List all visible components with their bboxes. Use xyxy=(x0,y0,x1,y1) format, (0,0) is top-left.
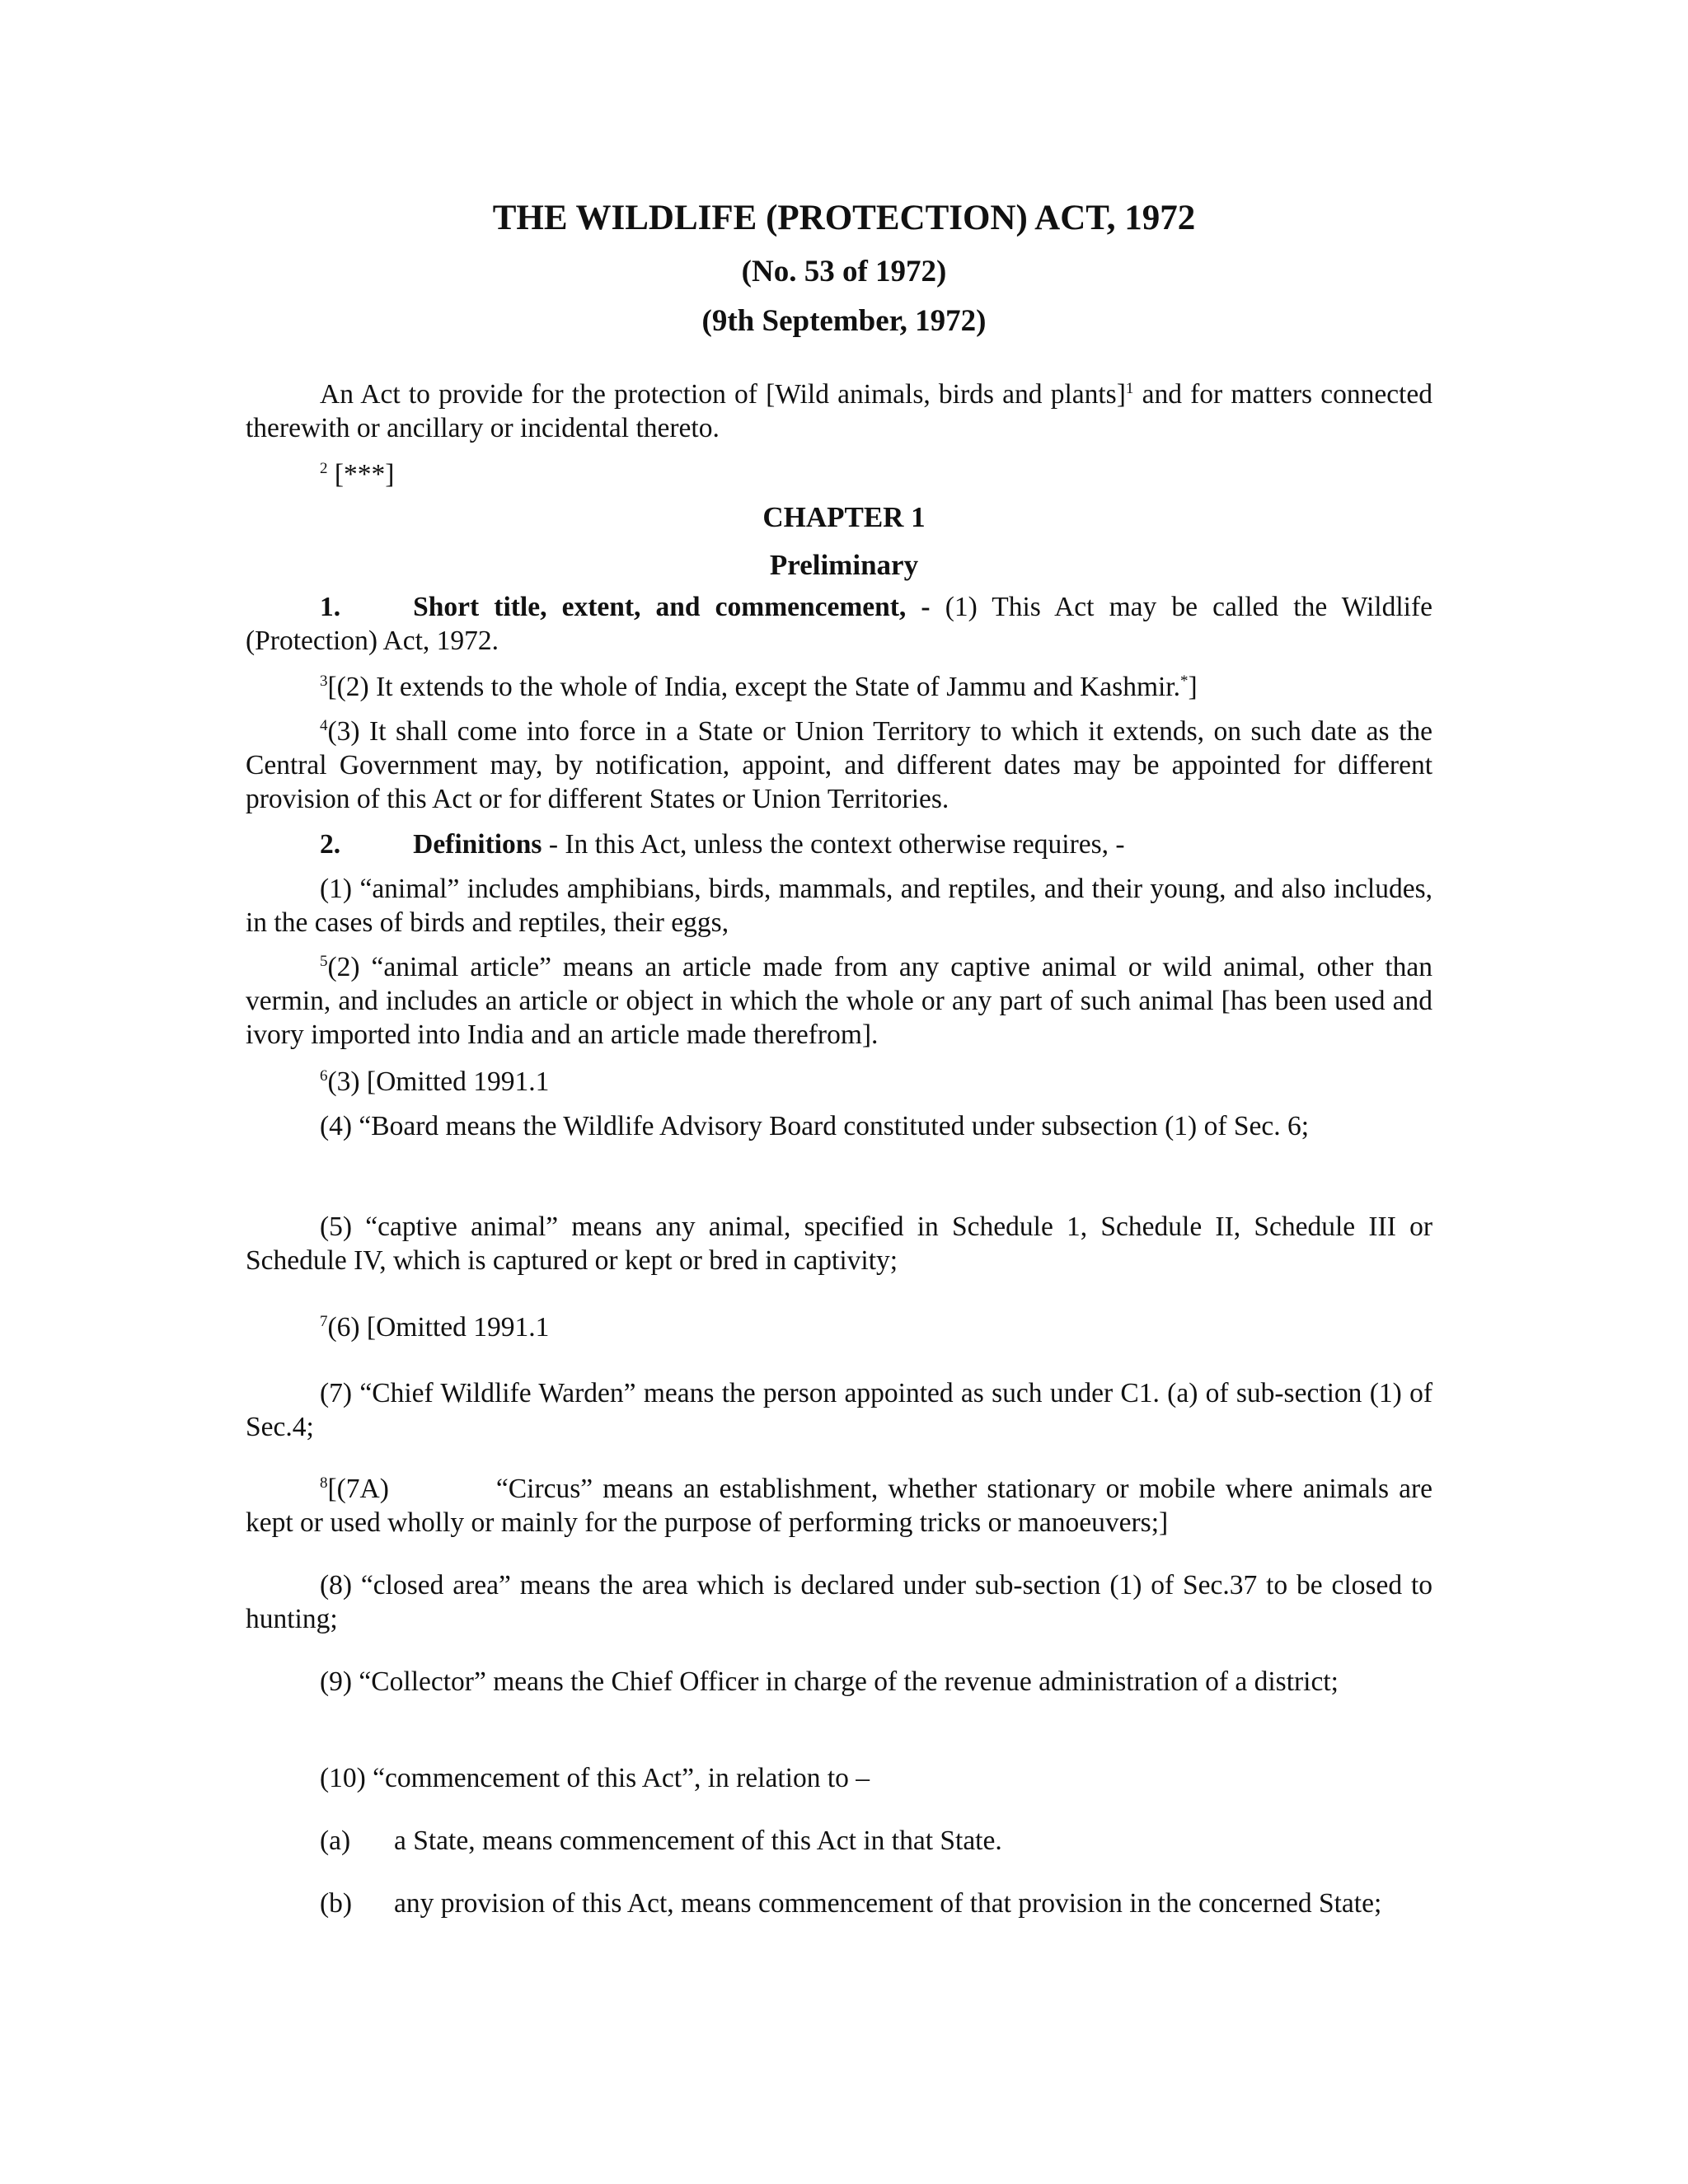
act-number: (No. 53 of 1972) xyxy=(741,255,947,288)
act-date: (9th September, 1972) xyxy=(701,304,987,338)
preamble: An Act to provide for the protection of [Wild animals, birds and plants]$^1$ and for matters connected therewith or ancillary or incidental thereto. xyxy=(246,379,1432,443)
definition-4: (4) “Board means the Wildlife Advisory Board constituted under subsection (1) of Sec. 6; xyxy=(320,1111,1310,1141)
section-1: 1. Short title, extent, and commencement, - (1) This Act may be called the Wildlife (Protection) Act, 1972. xyxy=(246,592,1432,656)
definition-10: (10) “commencement of this Act”, in relation to – xyxy=(320,1763,870,1793)
definition-5: (5) “captive animal” means any animal, specified in Schedule 1, Schedule II, Schedule III or Schedule IV, which is captured or kept or bred in captivity; xyxy=(246,1212,1432,1276)
section-heading: Short title, extent, and commencement, - xyxy=(413,592,931,622)
chapter-title: CHAPTER 1 xyxy=(762,501,926,533)
omission-note: $^2$ [***] xyxy=(320,459,395,490)
definition-8: (8) “closed area” means the area which is declared under sub-section (1) of Sec.37 to be closed to hunting; xyxy=(246,1570,1432,1634)
section-2: 2. Definitions - In this Act, unless the context otherwise requires, - xyxy=(320,829,1125,860)
definition-7a: $^8$[(7A) “Circus” means an establishment, whether stationary or mobile where animals are kept or used wholly or mainly for the purpose of performing tricks or manoeuvers;] xyxy=(246,1474,1432,1538)
definition-10-a: (a) a State, means commencement of this Act in that State. xyxy=(320,1825,1002,1856)
definition-6: $^7$(6) [Omitted 1991.1 xyxy=(320,1312,550,1343)
definition-10-b: (b) any provision of this Act, means commencement of that provision in the concerned State; xyxy=(320,1888,1382,1919)
section-1-3: $^4$(3) It shall come into force in a State or Union Territory to which it extends, on such date as the Central Government may, by notification, appoint, and different dates may be appointed for different provision of this Act or for different States or Union Territories. xyxy=(246,716,1432,814)
definition-1: (1) “animal” includes amphibians, birds, mammals, and reptiles, and their young, and also includes, in the cases of birds and reptiles, their eggs, xyxy=(246,874,1432,938)
chapter-subtitle: Preliminary xyxy=(769,549,919,581)
definition-7: (7) “Chief Wildlife Warden” means the person appointed as such under C1. (a) of sub-section (1) of Sec.4; xyxy=(246,1378,1432,1442)
footnote-ref: 2 xyxy=(320,459,328,477)
definition-3: $^6$(3) [Omitted 1991.1 xyxy=(320,1066,550,1097)
section-1-2: $^3$[(2) It extends to the whole of India, except the State of Jammu and Kashmir.*] xyxy=(320,672,1198,702)
footnote-ref: 1 xyxy=(1125,379,1134,397)
definition-2: $^5$(2) “animal article” means an article made from any captive animal or wild animal, other than vermin, and includes an article or object in which the whole or any part of such animal [has been used and ivory imported into India and an article made therefrom]. xyxy=(246,952,1432,1050)
act-title: THE WILDLIFE (PROTECTION) ACT, 1972 xyxy=(492,199,1196,237)
definition-9: (9) “Collector” means the Chief Officer in charge of the revenue administration of a district; xyxy=(320,1666,1339,1697)
section-heading: Definitions xyxy=(413,829,542,860)
